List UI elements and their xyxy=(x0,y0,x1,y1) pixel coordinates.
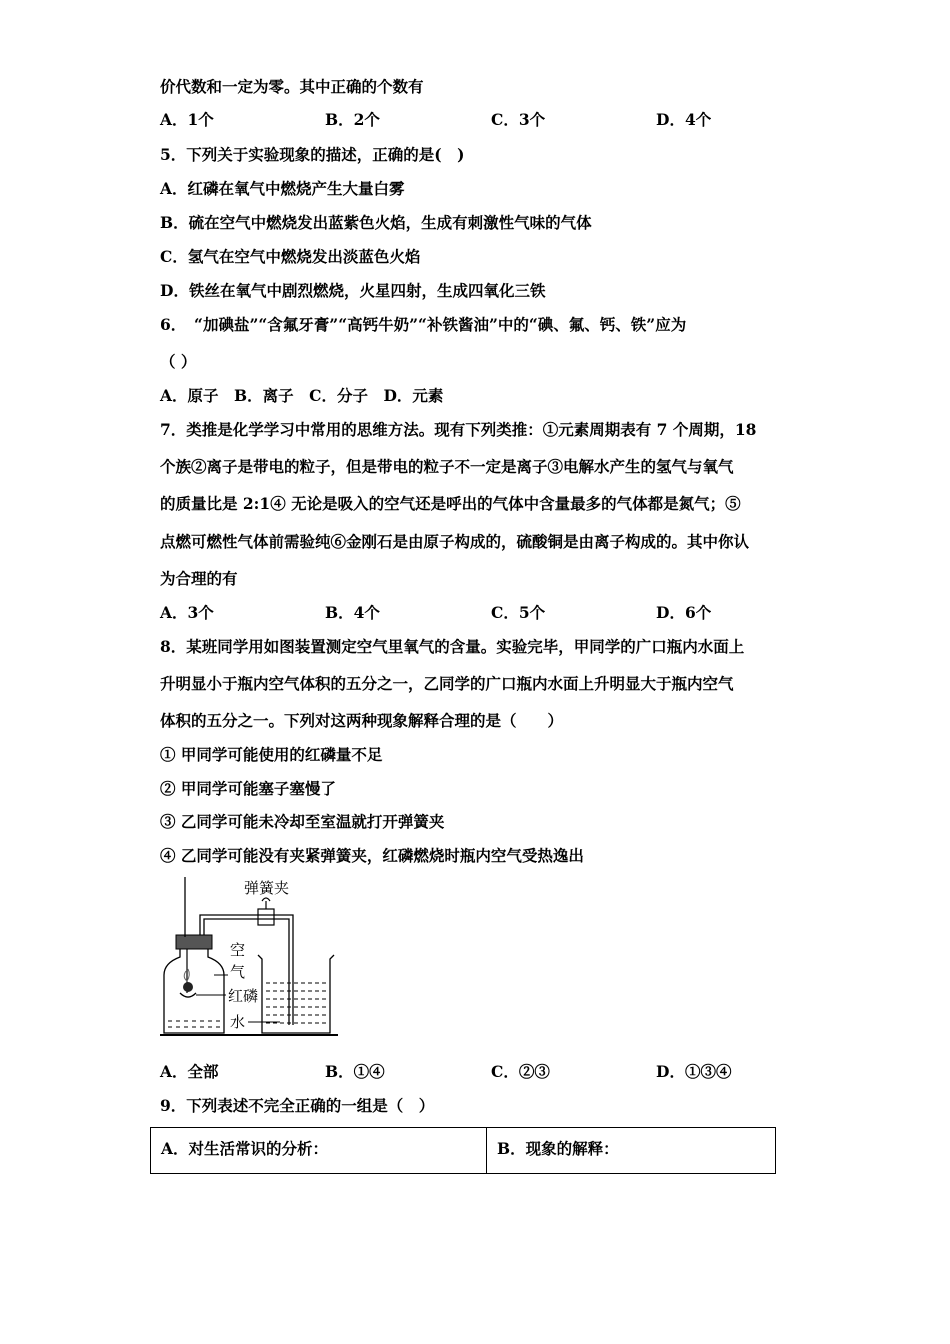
q6-stem-line2: （ ） xyxy=(160,352,197,371)
red-phosphorus xyxy=(183,982,193,992)
label-spring-clip: 弹簧夹 xyxy=(244,879,290,897)
q8-stem-line1: 8．某班同学用如图装置测定空气里氧气的含量。实验完毕，甲同学的广口瓶内水面上 xyxy=(160,637,745,656)
q7-stem-line4: 点燃可燃性气体前需验纯⑥金刚石是由原子构成的，硫酸铜是由离子构成的。其中你认 xyxy=(160,532,750,551)
q9-stem: 9．下列表述不完全正确的一组是（ ） xyxy=(160,1096,435,1115)
q8-stem-line3: 体积的五分之一。下列对这两种现象解释合理的是（ ） xyxy=(160,711,564,730)
q7-stem-line3: 的质量比是 2:1④ 无论是吸入的空气还是呼出的气体中含量最多的气体都是氮气；⑤ xyxy=(160,494,741,513)
label-water: 水 xyxy=(230,1013,246,1031)
q4-stem-continuation: 价代数和一定为零。其中正确的个数有 xyxy=(160,77,424,96)
apparatus-diagram xyxy=(158,875,343,1045)
q9-table xyxy=(150,1127,776,1174)
label-red-phosphorus: 红磷 xyxy=(228,987,259,1005)
beaker xyxy=(258,955,334,1033)
combustion-spoon xyxy=(180,993,196,997)
q8-option-a: A．全部 xyxy=(160,1062,219,1081)
glass-tube-inner xyxy=(204,919,289,1025)
wide-mouth-bottle xyxy=(164,949,224,1033)
q7-stem-line5: 为合理的有 xyxy=(160,569,238,588)
label-air-1: 空 xyxy=(230,941,246,959)
stopper xyxy=(176,935,212,949)
label-air-2: 气 xyxy=(230,963,246,981)
q6-options: A．原子 B．离子 C．分子 D．元素 xyxy=(160,386,444,405)
q9-table-cell-a: A．对生活常识的分析： xyxy=(151,1128,487,1173)
q7-stem-line1: 7．类推是化学学习中常用的思维方法。现有下列类推：①元素周期表有 7 个周期，18 xyxy=(160,420,757,439)
q4-option-c: C．3个 xyxy=(491,110,546,129)
q4-option-d: D．4个 xyxy=(656,110,712,129)
q7-stem-line2: 个族②离子是带电的粒子，但是带电的粒子不一定是离子③电解水产生的氢气与氧气 xyxy=(160,457,734,476)
q5-option-a: A．红磷在氧气中燃烧产生大量白雾 xyxy=(160,179,405,198)
q5-option-c: C．氢气在空气中燃烧发出淡蓝色火焰 xyxy=(160,247,421,266)
q8-item-2: ② 甲同学可能塞子塞慢了 xyxy=(160,779,336,798)
q4-option-b: B．2个 xyxy=(325,110,380,129)
q9-table-cell-b: B．现象的解释： xyxy=(497,1139,619,1158)
q5-option-b: B．硫在空气中燃烧发出蓝紫色火焰，生成有刺激性气味的气体 xyxy=(160,213,592,232)
q8-item-3: ③ 乙同学可能未冷却至室温就打开弹簧夹 xyxy=(160,812,445,831)
q8-item-4: ④ 乙同学可能没有夹紧弹簧夹，红磷燃烧时瓶内空气受热逸出 xyxy=(160,846,584,865)
q8-option-c: C．②③ xyxy=(491,1062,550,1081)
q8-stem-line2: 升明显小于瓶内空气体积的五分之一，乙同学的广口瓶内水面上升明显大于瓶内空气 xyxy=(160,674,734,693)
q8-item-1: ① 甲同学可能使用的红磷量不足 xyxy=(160,745,383,764)
glass-tube xyxy=(200,915,293,1025)
q5-stem: 5．下列关于实验现象的描述，正确的是( ) xyxy=(160,145,465,164)
q7-option-a: A．3个 xyxy=(160,603,214,622)
q8-option-b: B．①④ xyxy=(325,1062,385,1081)
q5-option-d: D．铁丝在氧气中剧烈燃烧，火星四射，生成四氧化三铁 xyxy=(160,281,546,300)
q7-option-c: C．5个 xyxy=(491,603,546,622)
q7-option-d: D．6个 xyxy=(656,603,712,622)
q7-option-b: B．4个 xyxy=(325,603,380,622)
spring-clip xyxy=(258,909,274,925)
q6-stem-line1: 6． “加碘盐”“含氟牙膏”“高钙牛奶”“补铁酱油”中的“碘、氟、钙、铁”应为 xyxy=(160,315,687,334)
q8-option-d: D．①③④ xyxy=(656,1062,732,1081)
q4-option-a: A．1个 xyxy=(160,110,214,129)
spring-clip-handle xyxy=(262,898,270,909)
